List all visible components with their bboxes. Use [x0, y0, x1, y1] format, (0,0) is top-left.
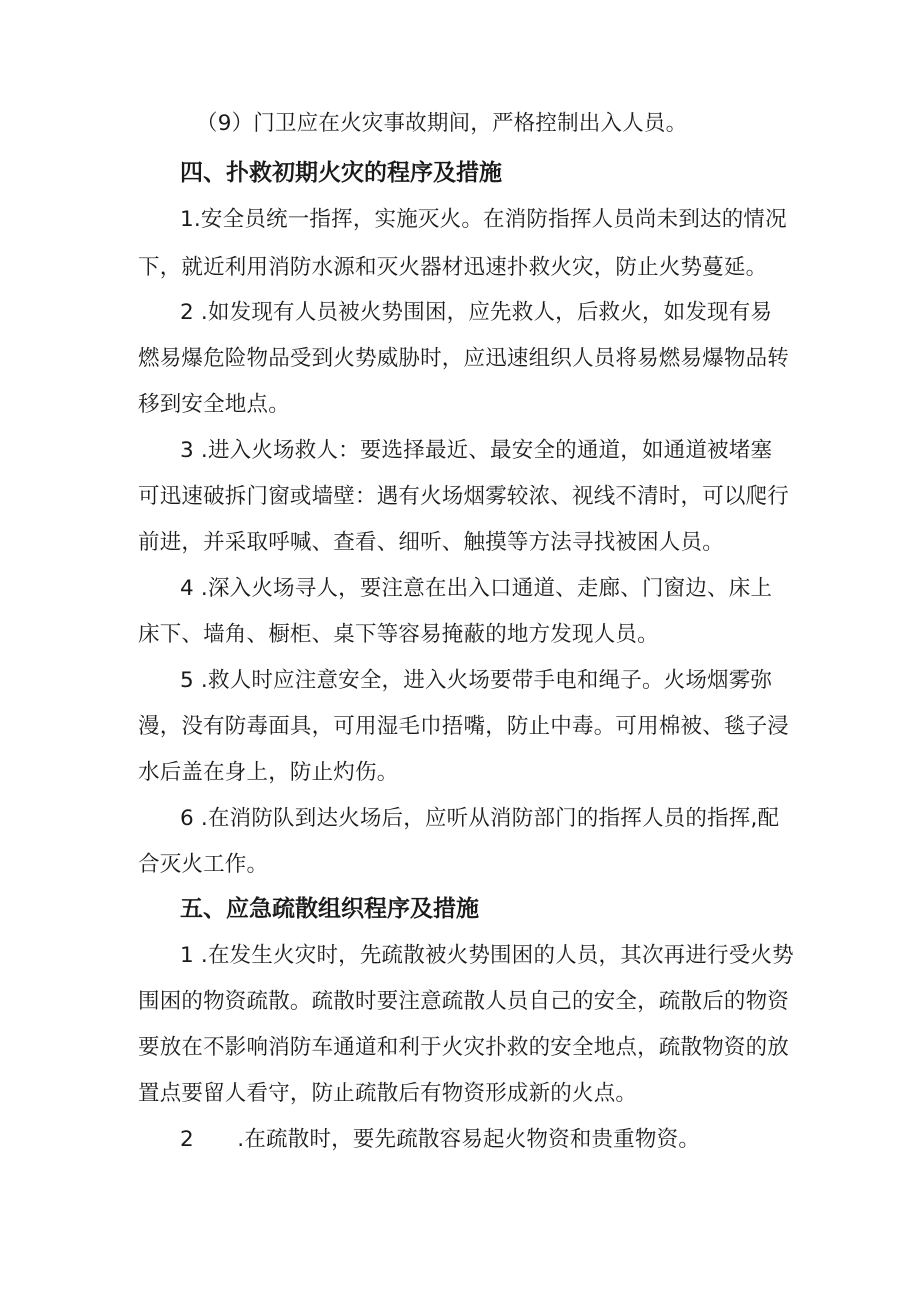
paragraph-line: 5 .救人时应注意安全，进入火场要带手电和绳子。火场烟雾弥	[180, 668, 773, 693]
paragraph-line: 要放在不影响消防车通道和利于火灾扑救的安全地点，疏散物资的放	[138, 1035, 790, 1060]
paragraph-line: 6 .在消防队到达火场后，应听从消防部门的指挥人员的指挥,配	[180, 806, 780, 831]
paragraph-line: 漫，没有防毒面具，可用湿毛巾捂嘴，防止中毒。可用棉被、毯子浸	[138, 714, 790, 739]
paragraph-line: 燃易爆危险物品受到火势威胁时，应迅速组织人员将易燃易爆物品转	[138, 346, 790, 371]
paragraph-line: 水后盖在身上，防止灼伤。	[138, 760, 399, 785]
paragraph-line: 围困的物资疏散。疏散时要注意疏散人员自己的安全，疏散后的物资	[138, 989, 790, 1014]
paragraph-line: 2 .在疏散时，要先疏散容易起火物资和贵重物资。	[180, 1127, 701, 1152]
paragraph-line: 床下、墙角、橱柜、桌下等容易掩蔽的地方发现人员。	[138, 622, 659, 647]
paragraph-line: 移到安全地点。	[138, 392, 290, 417]
paragraph-line: 合灭火工作。	[138, 852, 269, 877]
section-heading-4: 四、扑救初期火灾的程序及措施	[180, 160, 502, 186]
paragraph-line: 3 .进入火场救人：要选择最近、最安全的通道，如通道被堵塞	[180, 438, 773, 463]
paragraph-line: 下，就近利用消防水源和灭火器材迅速扑救火灾，防止火势蔓延。	[138, 255, 768, 280]
paragraph-line: （9）门卫应在火灾事故期间，严格控制出入人员。	[196, 111, 688, 136]
paragraph-line: 4 .深入火场寻人，要注意在出入口通道、走廊、门窗边、床上	[180, 576, 773, 601]
paragraph-line: 2 .如发现有人员被火势围困，应先救人，后救火，如发现有易	[180, 300, 773, 325]
paragraph-line: 置点要留人看守，防止疏散后有物资形成新的火点。	[138, 1081, 638, 1106]
paragraph-line: 1 .在发生火灾时，先疏散被火势围困的人员，其次再进行受火势	[180, 943, 794, 968]
paragraph-line: 可迅速破拆门窗或墙壁：遇有火场烟雾较浓、视线不清时，可以爬行	[138, 484, 790, 509]
section-heading-5: 五、应急疏散组织程序及措施	[180, 896, 479, 922]
paragraph-line: 前进，并采取呼喊、查看、细听、触摸等方法寻找被困人员。	[138, 530, 724, 555]
paragraph-line: 1.安全员统一指挥，实施灭火。在消防指挥人员尚未到达的情况	[180, 207, 787, 232]
